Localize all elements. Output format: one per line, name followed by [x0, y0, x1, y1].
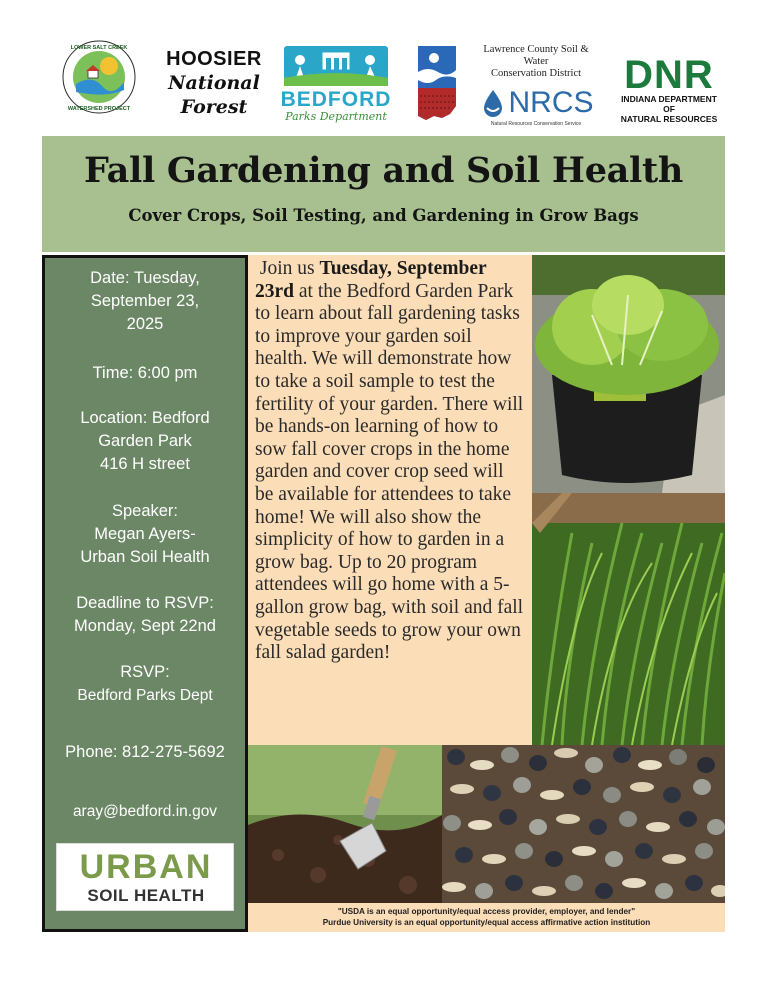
- cover-crop-photo: [532, 493, 725, 745]
- hoosier-logo-line3: Forest: [180, 96, 248, 118]
- trowel-soil-photo: [248, 745, 442, 903]
- logo-row: [0, 0, 768, 135]
- rsvp-deadline-line2: Monday, Sept 22nd: [74, 617, 216, 635]
- event-description: [255, 258, 526, 665]
- bedford-logo-sub: Parks Department: [285, 110, 387, 123]
- event-info-panel: [42, 255, 248, 932]
- description-text: at the Bedford Garden Park to learn about fall gardening tasks to improve your garden soil health. We will demonstrate how to take a soil sample to test the fertility of your garden. There will be hands-on learning of how to sow fall cover crops in the home garden and cover crop seed will be available for attendees to take home! We will also show the simplicity of how to garden in a grow bag. Up to 20 program attendees will go home with a 5-gallon grow bag, with soil and fall vegetable seeds to grow your own fall salad garden!: [255, 280, 524, 664]
- water-drop-icon: [478, 88, 508, 118]
- usda-disclaimer: "USDA is an equal opportunity/equal access provider, employer, and lender": [337, 907, 636, 916]
- bedford-parks-emblem-icon: [280, 44, 392, 88]
- svg-text:LOWER SALT CREEK: LOWER SALT CREEK: [70, 45, 128, 51]
- urban-soil-health-logo: [56, 843, 234, 911]
- seed-mix-photo: [442, 745, 725, 903]
- nrcs-logo: [470, 86, 602, 120]
- event-time-line: Time: 6:00 pm: [92, 364, 198, 382]
- lawrence-logo-line1: Lawrence County Soil & Water: [483, 44, 589, 67]
- dnr-logo-line2: NATURAL RESOURCES: [620, 114, 718, 124]
- hoosier-logo-line2: National: [168, 72, 260, 94]
- bedford-logo-name: BEDFORD: [280, 88, 392, 111]
- urban-logo-line1: URBAN: [79, 848, 213, 886]
- event-description-box: [248, 255, 532, 745]
- rsvp-deadline: [45, 592, 245, 638]
- event-date: [45, 267, 245, 336]
- email-link[interactable]: aray@bedford.in.gov: [72, 803, 218, 820]
- event-speaker: [45, 500, 245, 569]
- event-speaker-line2: Megan Ayers-: [94, 525, 196, 543]
- phone-number: [45, 741, 245, 764]
- event-location-line2: Garden Park: [98, 432, 192, 450]
- nrcs-logo-text: NRCS: [508, 86, 594, 119]
- event-date-line1: Date: Tuesday,: [90, 269, 200, 287]
- lawrence-logo-line2: Conservation District: [490, 68, 582, 79]
- event-time: [45, 362, 245, 385]
- rsvp-contact: [45, 661, 245, 707]
- dnr-logo-abbr: DNR: [624, 53, 714, 97]
- title-banner: [42, 136, 725, 252]
- nrcs-logo-fullname: Natural Resources Conservation Service: [490, 121, 582, 127]
- disclaimer-footer: [248, 903, 725, 932]
- page-subtitle: Cover Crops, Soil Testing, and Gardening in Grow Bags: [128, 206, 639, 225]
- event-date-line2: September 23,: [90, 292, 200, 310]
- event-location: [45, 407, 245, 476]
- hoosier-logo-line1: HOOSIER: [166, 48, 262, 70]
- dnr-logo-line1: INDIANA DEPARTMENT OF: [621, 94, 717, 114]
- indiana-state-logo: [414, 44, 460, 122]
- phone-number-text: Phone: 812-275-5692: [65, 743, 225, 761]
- lower-salt-creek-logo: [62, 40, 136, 114]
- event-speaker-line1: Speaker:: [111, 502, 179, 520]
- event-location-line3: 416 H street: [100, 455, 190, 473]
- description-date-bold: Tuesday, September 23rd: [255, 258, 487, 302]
- event-date-line3: 2025: [126, 315, 164, 333]
- rsvp-deadline-line1: Deadline to RSVP:: [76, 594, 214, 612]
- lettuce-grow-bag-photo: [532, 255, 725, 493]
- urban-logo-line2: SOIL HEALTH: [87, 886, 205, 905]
- page-title: Fall Gardening and Soil Health: [83, 150, 684, 191]
- lawrence-county-nrcs-logo: [470, 44, 602, 127]
- hoosier-national-forest-logo: [164, 48, 264, 119]
- event-location-line1: Location: Bedford: [80, 409, 210, 427]
- rsvp-organization: Bedford Parks Dept: [77, 687, 213, 704]
- bedford-parks-logo: [280, 44, 392, 126]
- indiana-dnr-logo: [614, 53, 724, 124]
- event-speaker-line3: Urban Soil Health: [80, 548, 210, 566]
- svg-text:WATERSHED PROJECT: WATERSHED PROJECT: [67, 106, 131, 112]
- rsvp-label: RSVP:: [120, 663, 170, 681]
- description-lead: Join us: [259, 258, 320, 279]
- purdue-disclaimer: Purdue University is an equal opportunity/equal access affirmative action institution: [322, 918, 651, 927]
- email-address[interactable]: [45, 800, 245, 823]
